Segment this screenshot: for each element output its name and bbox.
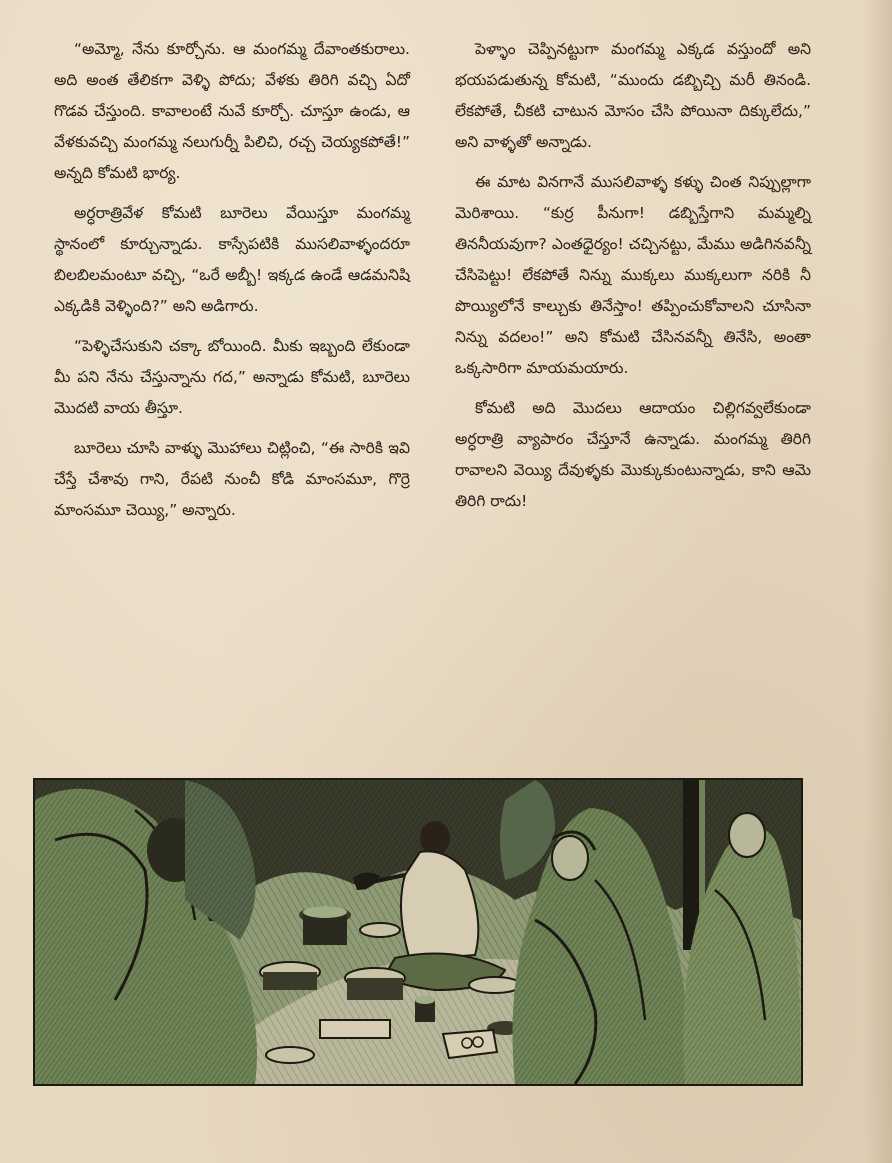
paragraph: బూరెలు చూసి వాళ్ళు మొహాలు చిట్లించి, “ఈ సారికి ఇవి చేస్తే చేశావు గాని, రేపటి నుంచీ కోడి మాంసమూ, గొర్రె మాంసమూ చెయ్యి,” అన్నారు.: [54, 439, 410, 519]
left-text-column: [54, 34, 410, 535]
right-text-column: [455, 34, 811, 526]
illustration-drawing: [35, 780, 801, 1084]
paragraph: “పెళ్ళిచేసుకుని చక్కా బోయింది. మీకు ఇబ్బంది లేకుండా మీ పని నేను చేస్తున్నాను గద,” అన్నాడు కోమటి, బూరెలు మొదటి వాయ తీస్తూ.: [54, 337, 410, 417]
paragraph: ఈ మాట వినగానే ముసలివాళ్ళ కళ్ళు చింత నిప్పుల్లాగా మెరిశాయి. “కుర్ర పీనుగా! డబ్బిస్తేగాని మమ్మల్ని తిననీయవుగా? ఎంతధైర్యం! చచ్చినట్టు, మేము అడిగినవన్నీ చేసిపెట్టు! లేకపోతే నిన్ను ముక్కలు ముక్కలుగా నరికి నీ పొయ్యిలోనే కాల్చుకు తినేస్తాం! తప్పించుకోవాలని చూసినా నిన్ను వదలం!” అని కోమటి చేసినవన్నీ తినేసి, అంతా ఒక్కసారిగా మాయమయారు.: [455, 173, 811, 377]
paragraph: అర్ధరాత్రివేళ కోమటి బూరెలు వేయిస్తూ మంగమ్మ స్థానంలో కూర్చున్నాడు. కాస్సేపటికి ముసలివాళ్ళందరూ బిలబిలమంటూ వచ్చి, “ఒరే అబ్బీ! ఇక్కడ ఉండే ఆడమనిషి ఎక్కడికి వెళ్ళింది?” అని అడిగారు.: [54, 204, 410, 315]
paragraph: పెళ్ళాం చెప్పినట్టుగా మంగమ్మ ఎక్కడ వస్తుందో అని భయపడుతున్న కోమటి, “ముందు డబ్బిచ్చి మరీ తినండి. లేకపోతే, చీకటి చాటున మోసం చేసి పోయినా దిక్కులేదు,” అని వాళ్ళతో అన్నాడు.: [455, 40, 811, 151]
paragraph: కోమటి అది మొదలు ఆదాయం చిల్లిగవ్వలేకుండా అర్ధరాత్రి వ్యాపారం చేస్తూనే ఉన్నాడు. మంగమ్మ తిరిగి రావాలని వెయ్యి దేవుళ్ళకు మొక్కుకుంటున్నాడు, కాని ఆమె తిరిగి రాదు!: [455, 399, 811, 510]
story-illustration: [33, 778, 803, 1086]
page-edge-shadow: [864, 0, 892, 1163]
paragraph: “అమ్మో, నేను కూర్చోను. ఆ మంగమ్మ దేవాంతకురాలు. అది అంత తేలికగా వెళ్ళి పోదు; వేళకు తిరిగి వచ్చి ఏదో గొడవ చేస్తుంది. కావాలంటే నువే కూర్చో. చూస్తూ ఉండు, ఆ వేళకువచ్చి మంగమ్మ నలుగుర్నీ పిలిచి, రచ్చ చెయ్యకపోతే!” అన్నది కోమటి భార్య.: [54, 40, 410, 182]
